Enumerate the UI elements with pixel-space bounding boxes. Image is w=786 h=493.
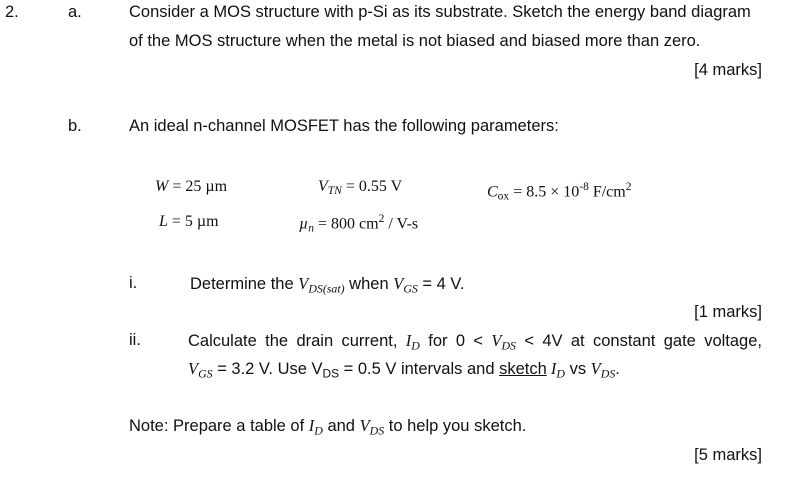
param-l-symbol: L: [159, 213, 168, 230]
param-l: [159, 213, 219, 231]
param-mun-symbol: µ: [299, 215, 309, 233]
sub-i-var-vds: V: [298, 274, 309, 293]
sub-ii-var-id: I: [405, 331, 412, 350]
sub-ii-l2-text-4: .: [615, 360, 620, 378]
param-mun-sub: n: [308, 222, 314, 235]
sub-ii-label: ii.: [129, 331, 141, 349]
sub-ii-l1-text-1: Calculate the drain current,: [188, 332, 406, 350]
sub-i-marks: [1 marks]: [694, 303, 762, 321]
sub-ii-var-id-2: I: [546, 359, 557, 378]
sub-ii-l2-text-1-sub: DS: [322, 366, 340, 381]
param-cox: [487, 181, 631, 203]
param-mun: [299, 213, 418, 235]
question-number: 2.: [5, 3, 19, 21]
sub-ii-var-id-sub: D: [411, 338, 420, 353]
param-vtn-sub: TN: [327, 185, 342, 198]
sub-ii-var-vgs: V: [188, 359, 199, 378]
sub-i-var-vgs-sub: GS: [403, 281, 418, 296]
sub-i-label: i.: [129, 274, 138, 292]
note-text-3: to help you sketch.: [384, 417, 527, 435]
note-var-id: I: [308, 416, 315, 435]
part-a-line-2: of the MOS structure when the metal is not biased and biased more than zero.: [129, 32, 701, 50]
param-mun-unit: / V-s: [384, 215, 419, 233]
param-cox-exp: -8: [579, 181, 589, 193]
note-var-vds-sub: DS: [369, 423, 385, 438]
param-cox-unit: F/cm: [588, 183, 626, 201]
sub-ii-l1-text-2: for 0 <: [419, 332, 492, 350]
sub-ii-l2-text-1: = 3.2 V. Use V: [212, 360, 323, 378]
sub-i-var-vds-sub: DS(sat): [308, 281, 345, 296]
part-a-line-1: Consider a MOS structure with p-Si as its substrate. Sketch the energy band diagram: [129, 3, 751, 21]
sub-i-text-1: Determine the: [190, 275, 299, 293]
part-a-label: a.: [68, 3, 82, 21]
param-w-value: = 25 µm: [168, 178, 228, 195]
sub-ii-var-vds-2: V: [590, 359, 601, 378]
param-w-symbol: W: [155, 178, 169, 195]
param-cox-value: = 8.5 × 10: [509, 183, 580, 201]
param-w: [155, 178, 227, 196]
param-mun-value: = 800 cm: [313, 215, 379, 233]
param-cox-symbol: C: [487, 183, 498, 201]
note-text-1: Note: Prepare a table of: [129, 417, 309, 435]
param-vtn: [318, 178, 402, 197]
sub-ii-var-vds-2-sub: DS: [600, 366, 616, 381]
sub-ii-l1-text-3: < 4V at constant gate voltage,: [515, 332, 762, 350]
note-line: [129, 416, 526, 438]
sub-ii-var-vds: V: [491, 331, 502, 350]
param-l-value: = 5 µm: [167, 213, 219, 230]
param-cox-unit-exp: 2: [625, 181, 632, 193]
param-mun-exp: 2: [378, 213, 385, 225]
param-vtn-symbol: V: [318, 178, 328, 195]
sub-ii-l2-text-3: vs: [564, 360, 591, 378]
note-var-vds: V: [359, 416, 370, 435]
sub-ii-var-vds-sub: DS: [501, 338, 516, 353]
part-b-label: b.: [68, 117, 82, 135]
part-b-marks: [5 marks]: [694, 446, 762, 464]
sub-ii-line-2: [188, 359, 620, 381]
note-var-id-sub: D: [314, 423, 323, 438]
param-vtn-value: = 0.55 V: [341, 178, 403, 195]
sub-i-text-2: when: [344, 275, 394, 293]
sub-ii-var-id-2-sub: D: [556, 366, 565, 381]
sub-i-text-3: = 4 V.: [417, 275, 465, 293]
sub-i-text: [190, 274, 464, 296]
sub-ii-var-vgs-sub: GS: [198, 366, 213, 381]
sub-ii-sketch-word: sketch: [499, 360, 547, 378]
sub-ii-line-1: [188, 331, 762, 353]
sub-i-var-vgs: V: [393, 274, 404, 293]
sub-ii-l2-text-2: = 0.5 V intervals and: [339, 360, 500, 378]
note-text-2: and: [322, 417, 360, 435]
part-b-intro: An ideal n-channel MOSFET has the following parameters:: [129, 117, 559, 135]
part-a-marks: [4 marks]: [694, 61, 762, 79]
param-cox-sub: ox: [497, 190, 510, 203]
